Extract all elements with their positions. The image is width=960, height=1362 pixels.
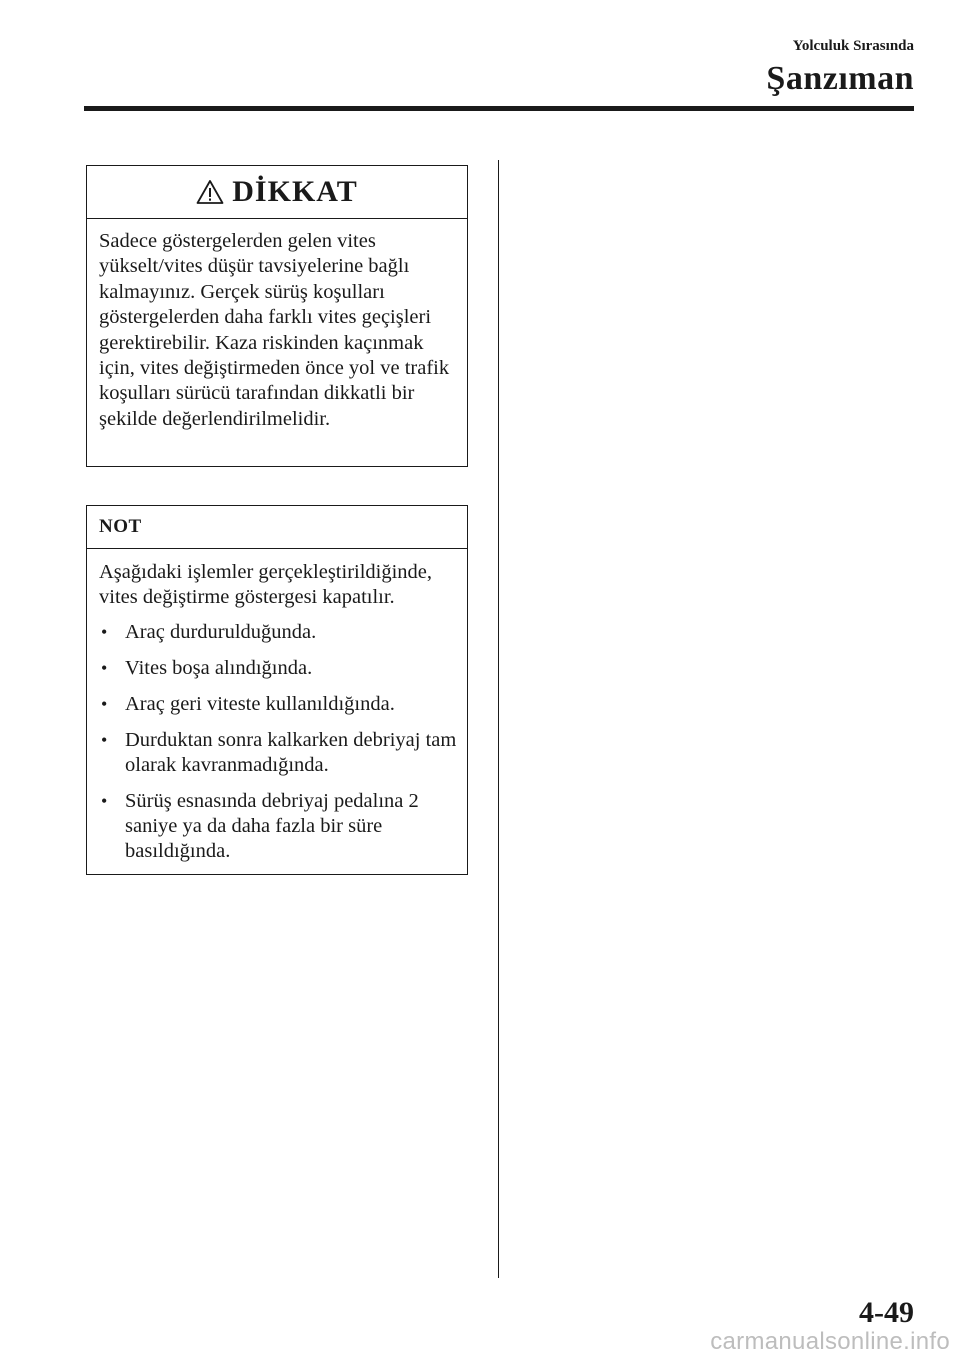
list-item	[99, 692, 457, 717]
list-item-text: Durduktan sonra kalkarken debriyaj tam olarak kavranmadığında.	[125, 729, 457, 776]
page-title: Şanzıman	[766, 60, 914, 97]
warning-header	[87, 166, 467, 219]
note-bullet-list	[99, 620, 457, 864]
list-item	[99, 728, 457, 778]
note-box	[86, 505, 468, 875]
list-item-text: Araç geri viteste kullanıldığında.	[125, 693, 395, 715]
list-item-text: Araç durdurulduğunda.	[125, 621, 317, 643]
warning-box	[86, 165, 468, 467]
note-header	[87, 506, 467, 549]
warning-title: DİKKAT	[232, 175, 358, 208]
list-item	[99, 789, 457, 864]
note-intro: Aşağıdaki işlemler gerçekleştirildiğinde, vites değiştirme göstergesi kapatılır.	[99, 561, 433, 608]
bullet-icon: •	[101, 730, 108, 750]
running-header-section: Yolculuk Sırasında	[792, 38, 914, 54]
note-body	[87, 549, 467, 864]
warning-triangle-icon	[196, 179, 224, 205]
list-item	[99, 656, 457, 681]
header-divider	[84, 106, 914, 111]
bullet-icon: •	[101, 694, 108, 714]
column-divider	[498, 160, 499, 1278]
list-item-text: Vites boşa alındığında.	[125, 657, 313, 679]
list-item-text: Sürüş esnasında debriyaj pedalına 2 saniye ya da daha fazla bir süre basıldığında.	[125, 790, 419, 862]
bullet-icon: •	[101, 622, 108, 642]
page-number: 4-49	[859, 1296, 914, 1329]
warning-text: Sadece göstergelerden gelen vites yükselt/vites düşür tavsiyelerine bağlı kalmayınız. Gerçek sürüş koşulları göstergelerden daha farklı vites geçişleri gerektirebilir. Kaza riskinden kaçınmak için, vites değiştirmeden önce yol ve trafik koşulları sürücü tarafından dikkatli bir şekilde değerlendirilmelidir.	[99, 230, 450, 430]
bullet-icon: •	[101, 791, 108, 811]
note-title: NOT	[99, 516, 142, 537]
watermark: carmanualsonline.info	[710, 1328, 950, 1355]
list-item	[99, 620, 457, 645]
bullet-icon: •	[101, 658, 108, 678]
